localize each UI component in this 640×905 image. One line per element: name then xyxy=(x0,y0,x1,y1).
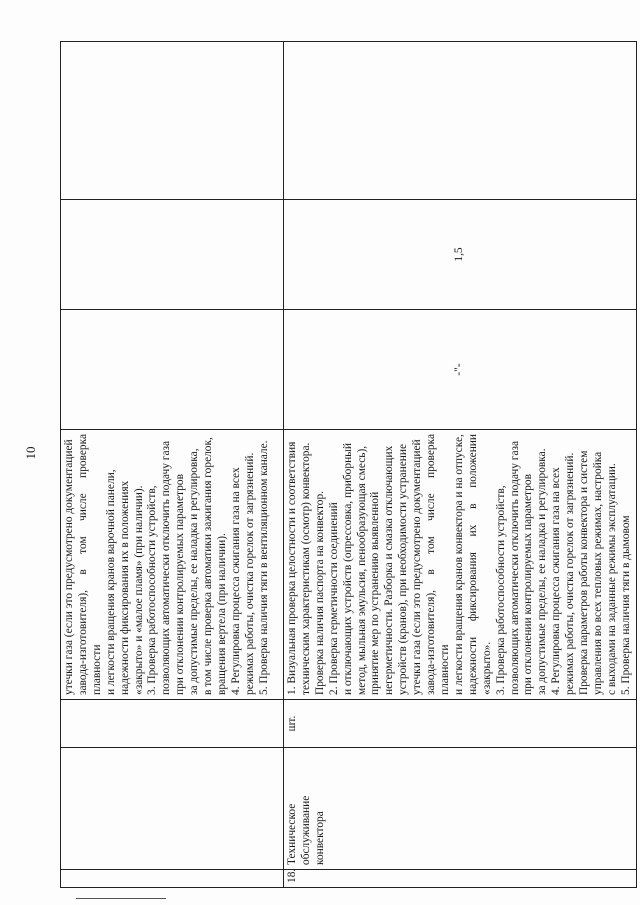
desc-line: Проверка наличия паспорта на конвектор. xyxy=(313,490,326,695)
desc-line: утечки газа (если это предусмотрено документацией xyxy=(411,439,424,695)
desc-line: техническим характеристикам (осмотр) конвектора. xyxy=(299,442,312,695)
desc-line: при отклонении контролируемых параметров xyxy=(174,474,187,695)
desc-line: позволяющих автоматически отключить подачу газа xyxy=(508,440,521,695)
desc-line: режимах работы, очистка горелок от загрязнений. xyxy=(243,452,256,695)
desc-line: 3. Проверка работоспособности устройств, xyxy=(494,485,507,695)
desc-line: за допустимые пределы, ее наладка и регулировка. xyxy=(536,448,549,695)
desc-line: при отклонении контролируемых параметров xyxy=(522,474,535,695)
desc-line: в том числе проверка автоматики зажигания горелок, xyxy=(202,437,215,695)
value-coefficient: 1,5 xyxy=(284,200,637,310)
cell-description-row18 xyxy=(284,430,637,700)
desc-line: надежности фиксирования их в положении «закрыто». xyxy=(466,434,493,695)
desc-line: 4. Регулировка процесса сжигания газа на всех xyxy=(550,467,563,695)
desc-line: 4. Регулировка процесса сжигания газа на всех xyxy=(229,467,242,695)
desc-line: режимах работы, очистка горелок от загрязнений. xyxy=(564,452,577,695)
cell-value-c-empty xyxy=(61,42,284,200)
desc-line: позволяющих автоматически отключить подачу газа xyxy=(160,440,173,695)
cell-name-empty xyxy=(61,748,284,870)
desc-line: 5. Проверка наличия тяги в вентиляционном канале. xyxy=(257,440,270,695)
desc-line: «закрыто» и «малое пламя» (при наличии). xyxy=(132,485,145,695)
desc-line: завода-изготовителя), в том числе проверка плавности xyxy=(76,434,103,695)
unit-of-measure: шт. xyxy=(284,700,637,748)
table-row-18 xyxy=(284,42,637,888)
desc-line: надежности фиксирования их в положениях xyxy=(118,480,131,695)
cell-description-continuation xyxy=(61,430,284,700)
cell-number-empty xyxy=(61,870,284,888)
desc-line: утечки газа (если это предусмотрено документацией xyxy=(63,439,75,695)
row-number: 18. xyxy=(284,870,637,888)
desc-line: с выходами на заданные режимы эксплуатации. xyxy=(605,463,618,695)
desc-line: 2. Проверка герметичности соединений xyxy=(327,502,340,695)
page-number: 10 xyxy=(23,446,38,460)
value-ditto-mark: -"- xyxy=(284,310,637,430)
service-name: Техническое обслуживание конвектора xyxy=(284,748,637,870)
desc-line: и легкости вращения кранов варочной панели, xyxy=(104,469,117,695)
desc-line: устройств (кранов), при необходимости устранение xyxy=(397,444,410,695)
desc-line: 1. Визуальная проверка целостности и соответствия xyxy=(286,441,298,695)
cell-value-c-empty xyxy=(284,42,637,200)
desc-line: 3. Проверка работоспособности устройств, xyxy=(146,485,159,695)
table-row-continuation xyxy=(61,42,284,888)
desc-line: управления во всех тепловых режимах, настройка xyxy=(591,451,604,695)
cell-unit-empty xyxy=(61,700,284,748)
bottom-rule xyxy=(76,898,166,899)
desc-line: метод, мыльная эмульсия, пенообразующая смесь), xyxy=(355,445,368,695)
desc-line: завода-изготовителя), в том числе проверка плавности xyxy=(425,434,451,695)
desc-line: Проверка параметров работы конвектора и систем xyxy=(578,450,591,695)
desc-line: и легкости вращения кранов конвектора и на отпуске, xyxy=(452,434,465,695)
cell-value-a-empty xyxy=(61,310,284,430)
desc-line: негерметичности. Разборка и смазка отключающих xyxy=(383,445,396,695)
desc-line: за допустимые пределы, ее наладка и регулировка, xyxy=(188,448,201,695)
desc-line: и отключающих устройств (опрессовка, приборный xyxy=(341,443,354,695)
desc-line: вращения вертела (при наличии). xyxy=(215,533,228,695)
services-table xyxy=(60,41,637,888)
rotated-table-stage xyxy=(60,42,632,888)
desc-line: принятие мер по устранению выявленной xyxy=(369,491,382,695)
cell-value-b-empty xyxy=(61,200,284,310)
desc-line: 5. Проверка наличия тяги в дымовом xyxy=(619,515,632,695)
